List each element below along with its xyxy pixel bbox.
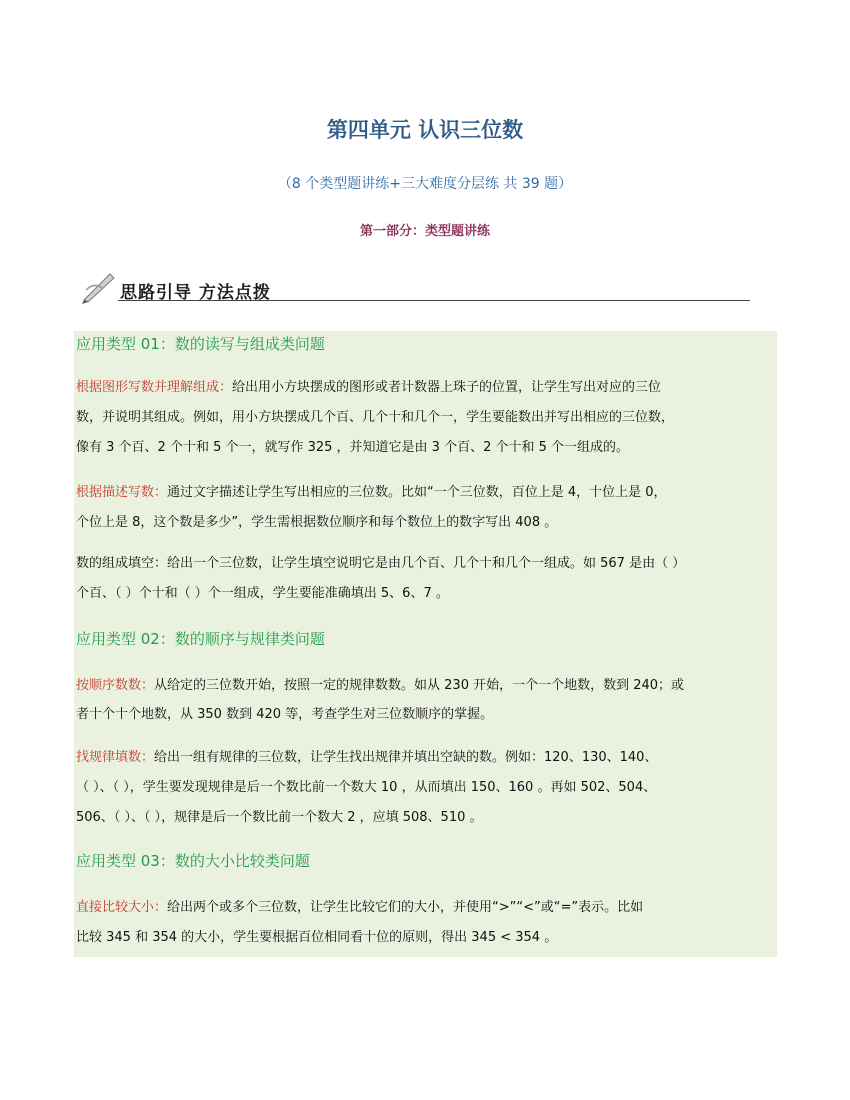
text: 给出两个或多个三位数，让学生比较它们的大小，并使用“>”“<”或“=”表示。比如 <box>167 900 644 915</box>
section-heading-01: 应用类型 01：数的读写与组成类问题 <box>76 335 325 353</box>
paragraph-line: 506、（ ）、（ ），规律是后一个数比前一个数大 2 ，应填 508、510 。 <box>76 810 483 825</box>
paragraph-line: 数的组成填空：给出一个三位数，让学生填空说明它是由几个百、几个十和几个一组成。如 567 是由（ ） <box>76 556 686 571</box>
paragraph-line: 个位上是 8，这个数是多少”，学生需根据数位顺序和每个数位上的数字写出 408 。 <box>76 515 558 530</box>
paragraph-line: 者十个十个地数，从 350 数到 420 等，考查学生对三位数顺序的掌握。 <box>76 707 494 722</box>
paragraph-line: 数，并说明其组成。例如，用小方块摆成几个百、几个十和几个一，学生要能数出并写出相应的三位数， <box>76 410 675 425</box>
paragraph-line <box>76 478 780 507</box>
paragraph-line: （ ）、（ ），学生要发现规律是后一个数比前一个数大 10 ，从而填出 150、160 。再如 502、504、 <box>76 780 657 795</box>
keyword: 根据描述写数： <box>76 485 168 500</box>
text: 给出用小方块摆成的图形或者计数器上珠子的位置，让学生写出对应的三位 <box>232 380 662 395</box>
section-heading-02: 应用类型 02：数的顺序与规律类问题 <box>76 630 325 648</box>
text: 从给定的三位数开始，按照一定的规律数数。如从 230 开始，一个一个地数，数到 240；或 <box>154 678 685 693</box>
keyword: 按顺序数数： <box>76 678 155 693</box>
paragraph-line <box>76 671 780 700</box>
paragraph-line <box>76 743 780 772</box>
keyword: 直接比较大小： <box>76 900 168 915</box>
section-banner <box>78 270 750 304</box>
keyword: 找规律填数： <box>76 750 155 765</box>
keyword: 根据图形写数并理解组成： <box>76 380 233 395</box>
pen-icon <box>80 270 116 304</box>
banner-text: 思路引导 方法点拨 <box>120 283 271 303</box>
text: 通过文字描述让学生写出相应的三位数。比如“一个三位数，百位上是 4，十位上是 0， <box>167 485 667 500</box>
banner-rule <box>118 300 750 301</box>
paragraph-line: 像有 3 个百、2 个十和 5 个一，就写作 325 ，并知道它是由 3 个百、2 个十和 5 个一组成的。 <box>76 440 630 455</box>
part-heading: 第一部分：类型题讲练 <box>359 224 490 239</box>
section-heading-03: 应用类型 03：数的大小比较类问题 <box>76 852 310 870</box>
page-subtitle: （8 个类型题讲练+三大难度分层练 共 39 题） <box>277 176 573 192</box>
paragraph-line: 比较 345 和 354 的大小，学生要根据百位相同看十位的原则，得出 345 < 354 。 <box>76 930 558 945</box>
paragraph-line: 个百、（ ）个十和（ ）个一组成，学生要能准确填出 5、6、7 。 <box>76 586 449 601</box>
text: 给出一组有规律的三位数，让学生找出规律并填出空缺的数。例如：120、130、140、 <box>154 750 658 765</box>
page-title: 第四单元 认识三位数 <box>326 117 524 142</box>
paragraph-line <box>76 373 780 402</box>
paragraph-line <box>76 893 780 922</box>
